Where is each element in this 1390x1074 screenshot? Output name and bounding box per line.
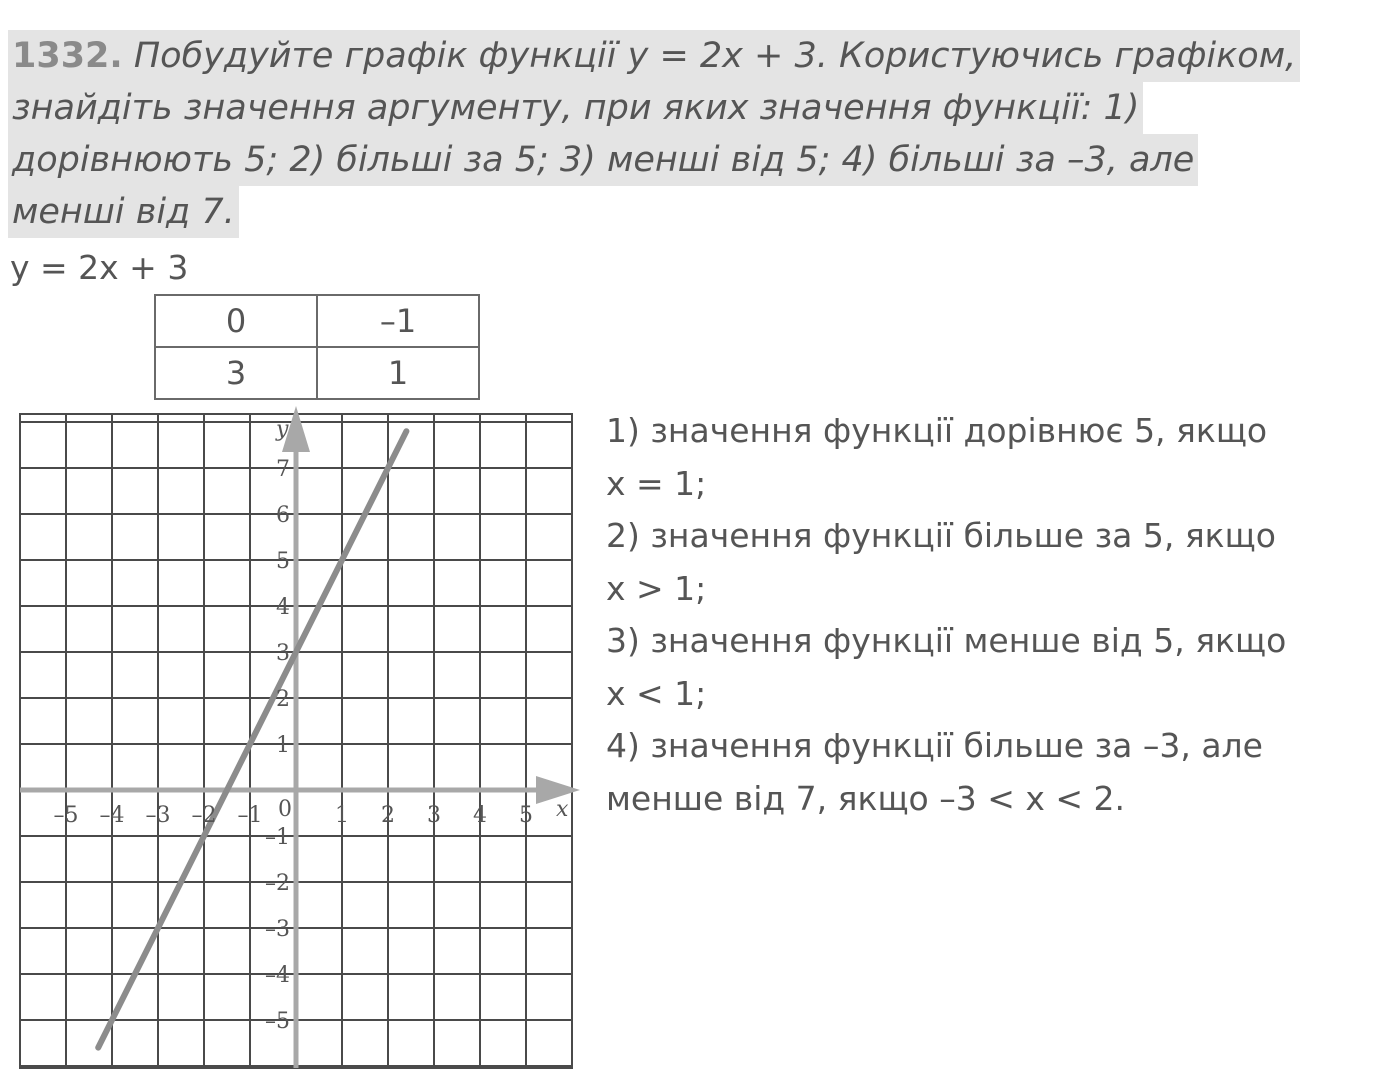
y-tick-label: 3 (276, 641, 290, 666)
task-number: 1332. (12, 36, 123, 76)
y-tick-label: –3 (265, 917, 290, 942)
x-tick-label: 2 (381, 803, 395, 828)
origin-label: 0 (278, 797, 292, 822)
y-axis-label: y (276, 417, 289, 442)
task-line-3: дорівнюють 5; 2) більші за 5; 3) менші від 5; 4) більші за –3, але (8, 134, 1198, 186)
answer-line: 2) значення функції більше за 5, якщо (606, 516, 1276, 555)
table-cell: 3 (155, 347, 317, 399)
answer-line: 1) значення функції дорівнює 5, якщо (606, 411, 1268, 450)
answer-line: x > 1; (606, 568, 707, 608)
x-tick-label: –2 (191, 803, 217, 828)
x-tick-label: 1 (335, 803, 349, 828)
task-line-4: менші від 7. (8, 186, 239, 238)
function-line (98, 431, 406, 1047)
y-tick-label: 6 (276, 503, 290, 528)
table-cell: 1 (317, 347, 479, 399)
table-row (155, 347, 479, 399)
y-tick-label: 4 (276, 595, 290, 620)
x-tick-label: –1 (237, 803, 263, 828)
table-cell: –1 (317, 295, 479, 347)
value-table (154, 294, 480, 400)
answer-line: 4) значення функції більше за –3, але (606, 726, 1263, 765)
function-formula: y = 2x + 3 (10, 248, 189, 287)
y-tick-label: –2 (265, 871, 290, 896)
answer-line: 3) значення функції менше від 5, якщо (606, 621, 1287, 660)
graph-plot (98, 431, 406, 1047)
y-tick-label: 5 (276, 549, 290, 574)
y-tick-label: 2 (276, 687, 290, 712)
answer-line: x = 1; (606, 463, 707, 503)
table-row (155, 295, 479, 347)
y-tick-label: –4 (265, 963, 290, 988)
x-tick-label: –4 (99, 803, 125, 828)
answer-line: менше від 7, якщо –3 < x < 2. (606, 778, 1125, 818)
table-cell: 0 (155, 295, 317, 347)
function-graph (0, 400, 590, 1074)
y-tick-label: –5 (265, 1009, 290, 1034)
x-tick-label: –5 (53, 803, 79, 828)
x-tick-label: 3 (427, 803, 441, 828)
graph-labels (54, 417, 570, 1034)
x-axis-label: x (556, 797, 569, 822)
x-tick-label: –3 (145, 803, 171, 828)
x-tick-label: 5 (519, 803, 533, 828)
graph-axes (20, 406, 580, 1068)
answer-line: x < 1; (606, 673, 707, 713)
y-tick-label: –1 (265, 825, 290, 850)
x-tick-label: 4 (473, 803, 487, 828)
task-text-1: Побудуйте графік функції у = 2х + 3. Користуючись графіком, (133, 36, 1297, 76)
task-statement (8, 30, 1378, 238)
answers-block (606, 405, 1386, 825)
y-tick-label: 1 (276, 733, 290, 758)
task-line-1 (8, 30, 1300, 82)
y-tick-label: 7 (276, 457, 290, 482)
task-line-2: знайдіть значення аргументу, при яких значення функції: 1) (8, 82, 1143, 134)
